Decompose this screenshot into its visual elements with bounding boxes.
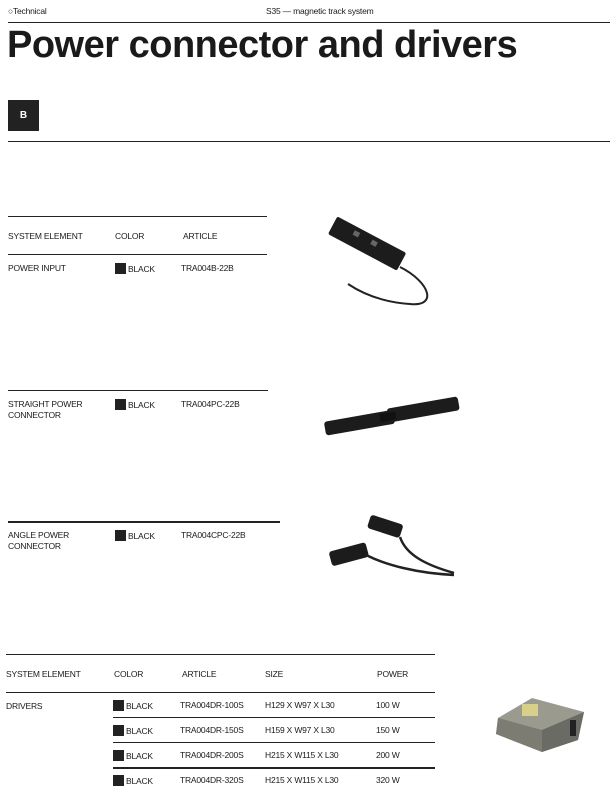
color-swatch: [115, 263, 126, 274]
row-rule: [113, 742, 435, 743]
color-label: BLACK: [126, 701, 153, 711]
divider: [8, 22, 610, 23]
color-swatch: [113, 700, 124, 711]
row-element: DRIVERS: [6, 701, 43, 711]
color-label: BLACK: [126, 751, 153, 761]
row-article: TRA004DR-100S: [180, 700, 244, 710]
element-line: CONNECTOR: [8, 541, 61, 551]
color-swatch: [115, 530, 126, 541]
straight-connector-image: [320, 392, 465, 442]
row-article: TRA004DR-320S: [180, 775, 244, 785]
color-label: BLACK: [128, 531, 155, 541]
angle-connector-image: [326, 515, 461, 583]
row-size: H129 X W97 X L30: [265, 700, 335, 710]
color-swatch: [113, 750, 124, 761]
row-size: H215 X W115 X L30: [265, 775, 339, 785]
row-color: [115, 263, 155, 274]
color-swatch: [113, 725, 124, 736]
row-element: [8, 399, 83, 421]
color-label: BLACK: [128, 400, 155, 410]
table-rule: [8, 254, 267, 255]
table-rule: [6, 654, 435, 655]
row-article: TRA004B-22B: [181, 263, 234, 273]
color-label: BLACK: [128, 264, 155, 274]
row-article: TRA004CPC-22B: [181, 530, 246, 540]
element-line: ANGLE POWER: [8, 530, 70, 540]
circle-icon: ○: [8, 6, 13, 16]
section-text: Technical: [12, 6, 47, 16]
color-label: BLACK: [126, 776, 153, 786]
row-article: TRA004PC-22B: [181, 399, 240, 409]
row-power: 320 W: [376, 775, 400, 785]
col-header-system-element: SYSTEM ELEMENT: [8, 231, 83, 241]
section-badge: B: [8, 100, 39, 131]
series-label: S35 — magnetic track system: [266, 6, 374, 16]
row-element: POWER INPUT: [8, 263, 66, 273]
row-size: H215 X W115 X L30: [265, 750, 339, 760]
col-header-color: COLOR: [115, 231, 145, 241]
driver-image: [492, 690, 588, 754]
col-header-power: POWER: [377, 669, 409, 679]
row-rule: [113, 717, 435, 718]
table-rule: [6, 692, 435, 693]
row-article: TRA004DR-200S: [180, 750, 244, 760]
color-swatch: [115, 399, 126, 410]
col-header-color: COLOR: [114, 669, 144, 679]
element-line: STRAIGHT POWER: [8, 399, 83, 409]
row-power: 200 W: [376, 750, 400, 760]
table-rule: [8, 216, 267, 217]
row-rule: [113, 767, 435, 769]
row-power: 150 W: [376, 725, 400, 735]
table-rule: [8, 521, 280, 523]
row-color: [115, 399, 155, 410]
divider: [8, 141, 610, 142]
table-rule: [8, 390, 268, 391]
color-swatch: [113, 775, 124, 786]
col-header-size: SIZE: [265, 669, 284, 679]
row-article: TRA004DR-150S: [180, 725, 244, 735]
power-input-image: [320, 212, 440, 312]
element-line: CONNECTOR: [8, 410, 61, 420]
col-header-system-element: SYSTEM ELEMENT: [6, 669, 81, 679]
row-power: 100 W: [376, 700, 400, 710]
page-title: Power connector and drivers: [7, 24, 518, 66]
row-size: H159 X W97 X L30: [265, 725, 335, 735]
row-element: [8, 530, 69, 552]
color-label: BLACK: [126, 726, 153, 736]
col-header-article: ARTICLE: [182, 669, 217, 679]
col-header-article: ARTICLE: [183, 231, 218, 241]
row-color: [115, 530, 155, 541]
section-label: [8, 6, 47, 16]
